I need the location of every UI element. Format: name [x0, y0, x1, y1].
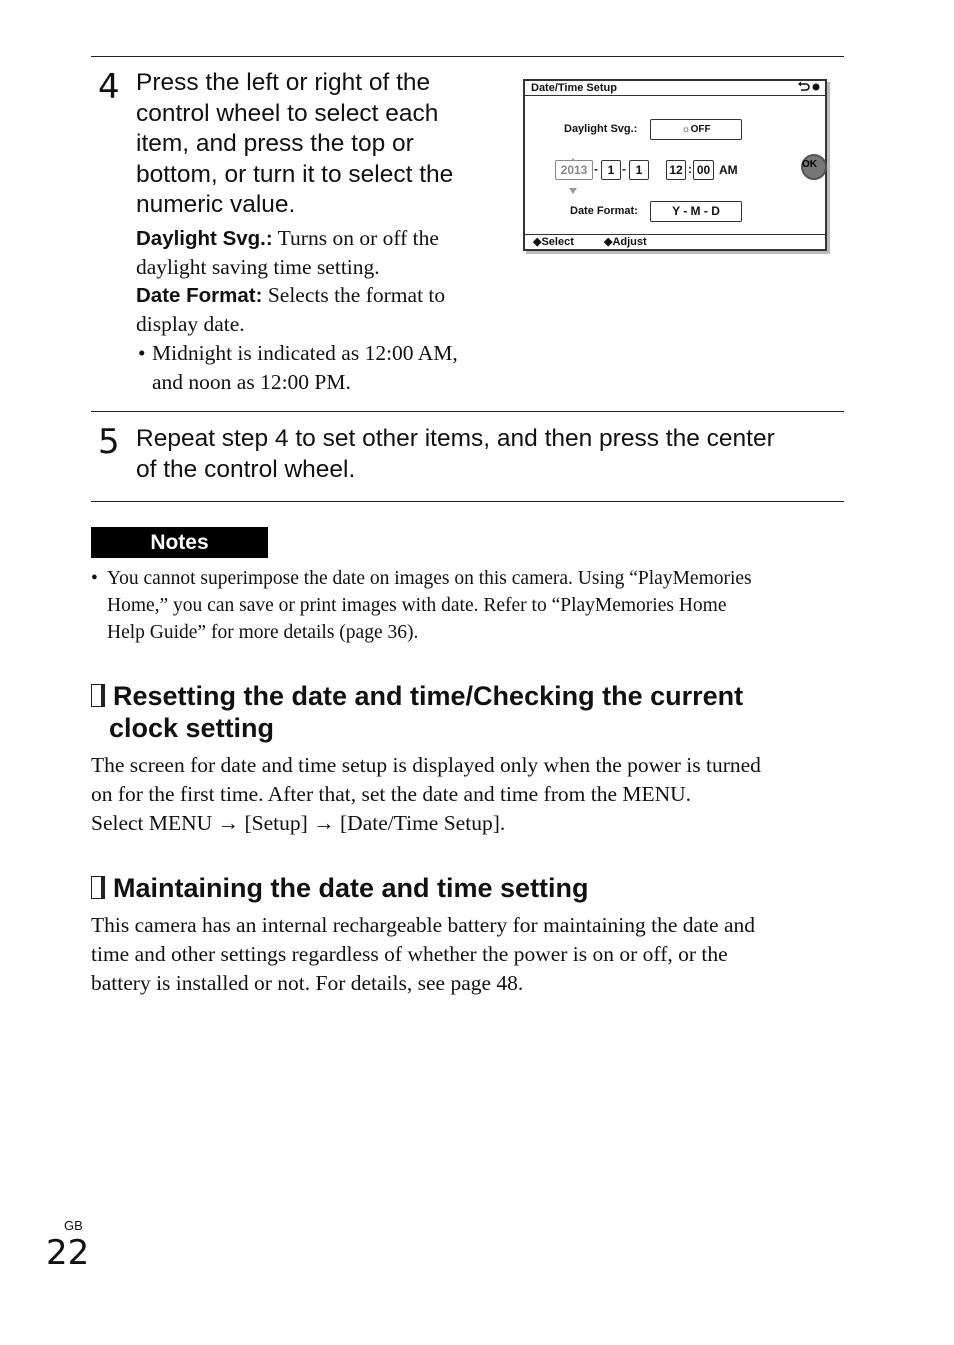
region-code: GB: [64, 1218, 83, 1233]
step-4-instruction: [136, 68, 506, 221]
step-5-instruction: [136, 424, 846, 485]
menu-path-setup: [Setup]: [239, 811, 314, 835]
return-icon: [797, 81, 821, 96]
step-4-line: bottom, or turn it to select the: [136, 160, 454, 188]
section-heading-maintain: [91, 872, 851, 904]
dateformat-desc: Selects the format to: [262, 283, 446, 307]
daylight-label: Daylight Svg.:: [564, 123, 638, 135]
body-line: This camera has an internal rechargeable battery for maintaining the date and: [91, 913, 756, 937]
menu-path-prefix: Select MENU: [91, 811, 218, 835]
step-divider: [91, 501, 844, 502]
notes-line: Home,” you can save or print images with date. Refer to “PlayMemories Home: [107, 595, 727, 616]
midnight-bullet: [136, 339, 506, 397]
daylight-desc-cont: daylight saving time setting.: [136, 255, 380, 279]
body-line: battery is installed or not. For details, see page 48.: [91, 971, 524, 995]
dateformat-desc-cont: display date.: [136, 312, 245, 336]
footer-adjust-hint: ◆Adjust: [604, 236, 647, 248]
bullet-line: Midnight is indicated as 12:00 AM,: [152, 341, 458, 365]
step-5-line: Repeat step 4 to set other items, and then press the center: [136, 425, 775, 452]
bullet-symbol: •: [91, 568, 98, 589]
dateformat-term: Date Format:: [136, 284, 263, 307]
step-4-number: 4: [98, 67, 120, 107]
date-separator: -: [622, 162, 626, 176]
month-field[interactable]: 1: [601, 160, 621, 180]
date-format-label: Date Format:: [570, 205, 638, 217]
hour-field[interactable]: 12: [666, 160, 686, 180]
heading-text: Resetting the date and time/Checking the current: [113, 681, 744, 711]
menu-path-end: [Date/Time Setup].: [334, 811, 506, 835]
footer-select-hint: ◆Select: [533, 236, 574, 248]
bullet-line: and noon as 12:00 PM.: [152, 370, 351, 394]
body-line: on for the first time. After that, set the date and time from the MENU.: [91, 782, 692, 806]
step-4-line: control wheel to select each: [136, 99, 439, 127]
ampm-indicator: AM: [719, 163, 738, 177]
date-format-field[interactable]: Y - M - D: [650, 201, 742, 222]
daylight-desc: Turns on or off the: [272, 226, 439, 250]
bullet-symbol: •: [138, 341, 146, 365]
dateformat-definition: [136, 281, 506, 339]
menu-path: [91, 809, 851, 838]
screen-titlebar-divider: [525, 95, 825, 96]
notes-line: Help Guide” for more details (page 36).: [107, 622, 419, 643]
screen-title: Date/Time Setup: [531, 82, 617, 94]
daylight-term: Daylight Svg.:: [136, 227, 273, 250]
step-4-line: item, and press the top or: [136, 130, 414, 157]
heading-marker: [91, 876, 105, 899]
heading-text: Maintaining the date and time setting: [113, 873, 589, 903]
day-field[interactable]: 1: [629, 160, 649, 180]
section-reset-body: [91, 751, 851, 838]
daylight-field[interactable]: ☼OFF: [650, 119, 742, 140]
year-field[interactable]: 2013: [555, 160, 593, 180]
notes-label: Notes: [91, 527, 268, 558]
section-maintain-body: [91, 911, 851, 998]
ok-label: OK: [802, 159, 817, 170]
minute-field[interactable]: 00: [693, 160, 714, 180]
arrow-icon: →: [313, 811, 335, 835]
date-time-setup-screen: [523, 79, 827, 251]
down-arrow-icon: [569, 181, 577, 187]
body-line: The screen for date and time setup is displayed only when the power is turned: [91, 753, 761, 777]
daylight-definition: [136, 224, 506, 282]
step-5-number: 5: [98, 422, 120, 462]
notes-line: You cannot superimpose the date on images on this camera. Using “PlayMemories: [107, 568, 752, 589]
section-heading-reset: [91, 680, 851, 744]
top-rule: [91, 56, 844, 57]
step-5-line: of the control wheel.: [136, 455, 356, 483]
page-number: 22: [46, 1233, 90, 1273]
time-separator: :: [688, 162, 692, 176]
heading-text: clock setting: [109, 713, 275, 743]
heading-marker: [91, 684, 105, 707]
body-line: time and other settings regardless of whether the power is on or off, or the: [91, 942, 728, 966]
arrow-icon: →: [217, 811, 240, 835]
date-separator: -: [594, 162, 598, 176]
step-4-line: Press the left or right of the: [136, 69, 431, 96]
notes-bullet: [91, 565, 851, 646]
step-divider: [91, 411, 844, 412]
up-arrow-icon: [569, 151, 577, 157]
step-4-line: numeric value.: [136, 191, 296, 218]
